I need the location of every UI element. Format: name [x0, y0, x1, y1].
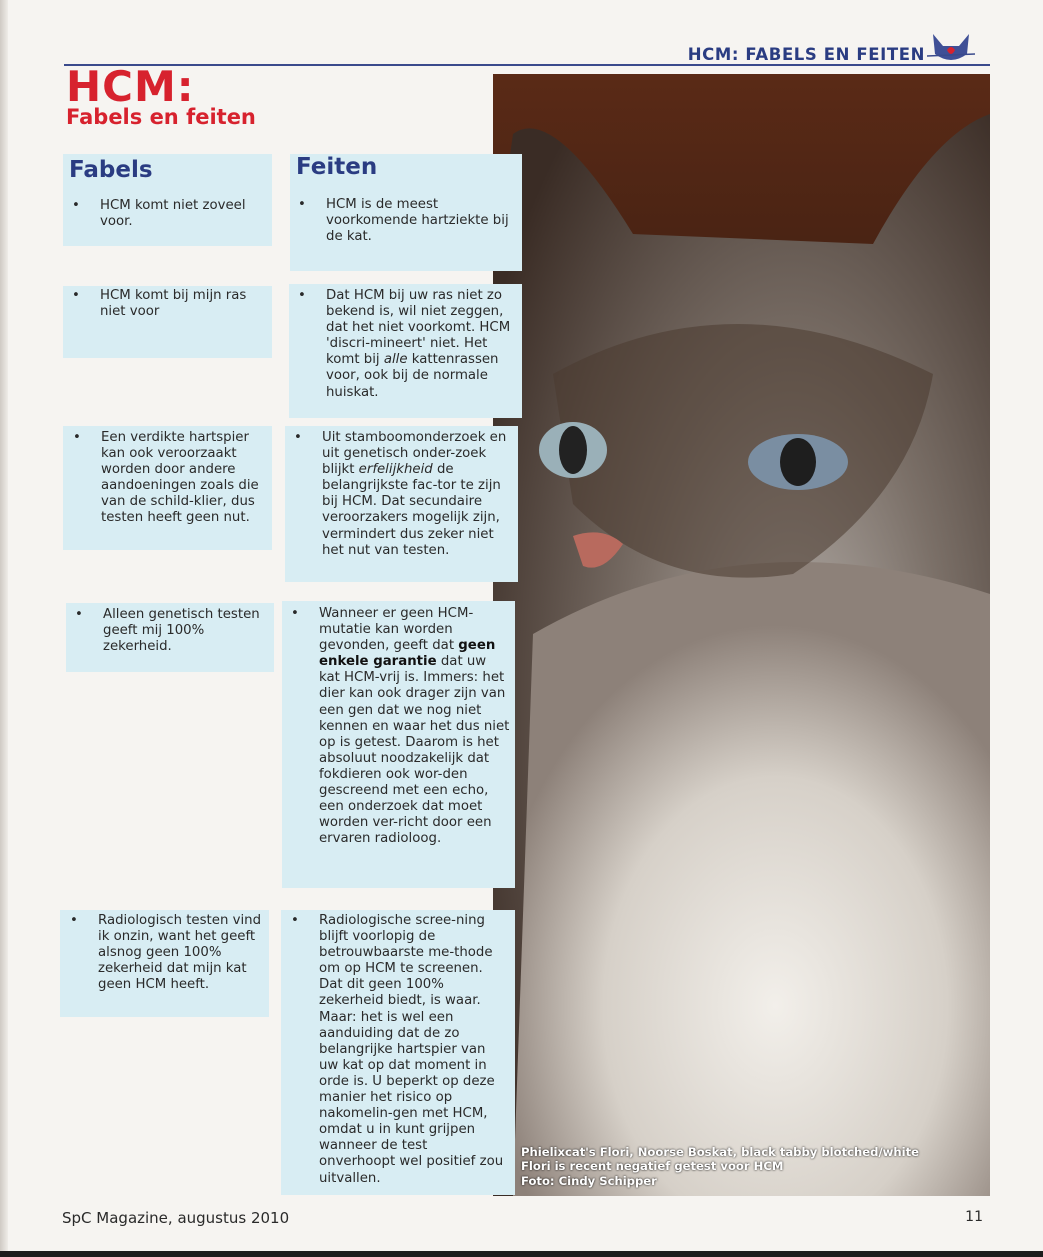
- fact-item: [298, 288, 516, 401]
- myth-item: [70, 913, 266, 993]
- bullet: •: [75, 607, 83, 622]
- fact-item: [298, 197, 516, 245]
- page-number: 11: [965, 1209, 983, 1225]
- myth-text: Een verdikte hartspier kan ook veroorzaakt worden door andere aandoeningen zoals die van de schild-klier, dus testen heeft geen nut.: [101, 430, 259, 526]
- fact-text: Dat HCM bij uw ras niet zo bekend is, wil niet zeggen, dat het niet voorkomt. HCM 'discri-mineert' niet. Het komt bij alle kattenrassen voor, ook bij de normale huiskat.: [326, 288, 511, 400]
- bullet: •: [298, 197, 306, 212]
- article-subtitle: Fabels en feiten: [66, 105, 256, 129]
- article-title: HCM:: [66, 62, 195, 111]
- myth-item: [73, 430, 269, 527]
- myth-item: [72, 288, 265, 320]
- bullet: •: [73, 430, 81, 445]
- myth-item: [72, 198, 270, 230]
- footer-publication: SpC Magazine, augustus 2010: [62, 1209, 290, 1227]
- bullet: •: [291, 913, 299, 928]
- bullet: •: [294, 430, 302, 445]
- fact-item: [294, 430, 514, 559]
- fact-item: [291, 606, 511, 847]
- fact-text: Radiologische scree-ning blijft voorlopig de betrouwbaarste me-thode om op HCM te screenen. Dat dit geen 100% zekerheid biedt, is waar. Maar: het is wel een aanduiding dat de zo belangrijke hartspier van uw kat op dat moment in orde is. U beperkt op deze manier het risico op nakomelin-gen met HCM, omdat u in kunt grijpen wanneer de test onverhoopt wel positief zou uitvallen.: [319, 913, 504, 1186]
- bullet: •: [72, 198, 80, 213]
- caption-credit: Foto: Cindy Schipper: [521, 1173, 657, 1188]
- myth-text: Alleen genetisch testen geeft mij 100% zekerheid.: [103, 607, 260, 655]
- myths-heading: Fabels: [69, 157, 153, 183]
- myth-text: Radiologisch testen vind ik onzin, want het geeft alsnog geen 100% zekerheid dat mijn kat geen HCM heeft.: [98, 913, 262, 993]
- bullet: •: [72, 288, 80, 303]
- facts-heading: Feiten: [296, 154, 378, 180]
- myth-text: HCM komt niet zoveel voor.: [100, 198, 246, 230]
- fact-text: Uit stamboomonderzoek en uit genetisch onder-zoek blijkt erfelijkheid de belangrijkste fac-tor te zijn bij HCM. Dat secundaire veroorzakers mogelijk zijn, vermindert dus zeker niet het nut van testen.: [322, 430, 507, 558]
- caption-line: Phielixcat's Flori, Noorse Boskat, black tabby blotched/white: [521, 1145, 920, 1159]
- header-rule: [64, 64, 990, 66]
- cat-photo: [493, 74, 990, 1196]
- bullet: •: [70, 913, 78, 928]
- bullet: •: [298, 288, 306, 303]
- cat-face-logo-icon: [927, 32, 975, 68]
- myth-item: [75, 607, 271, 655]
- myth-text: HCM komt bij mijn ras niet voor: [100, 288, 247, 320]
- running-head: HCM: FABELS EN FEITEN: [687, 45, 925, 64]
- bullet: •: [291, 606, 299, 621]
- page-bottom-edge: [0, 1251, 1043, 1257]
- photo-caption: [521, 1145, 919, 1188]
- page-edge-shadow: [0, 0, 8, 1257]
- fact-text: Wanneer er geen HCM-mutatie kan worden gevonden, geeft dat geen enkele garantie dat uw kat HCM-vrij is. Immers: het dier kan ook drager zijn van een gen dat we nog niet kennen en waar het dus niet op is getest. Daarom is het absoluut noodzakelijk dat fokdieren ook wor-den gescreend met een echo, een onderzoek dat moet worden ver-richt door een ervaren radioloog.: [319, 606, 510, 847]
- fact-text: HCM is de meest voorkomende hartziekte bij de kat.: [326, 197, 509, 245]
- caption-line: Flori is recent negatief getest voor HCM: [521, 1159, 784, 1174]
- fact-item: [291, 913, 507, 1187]
